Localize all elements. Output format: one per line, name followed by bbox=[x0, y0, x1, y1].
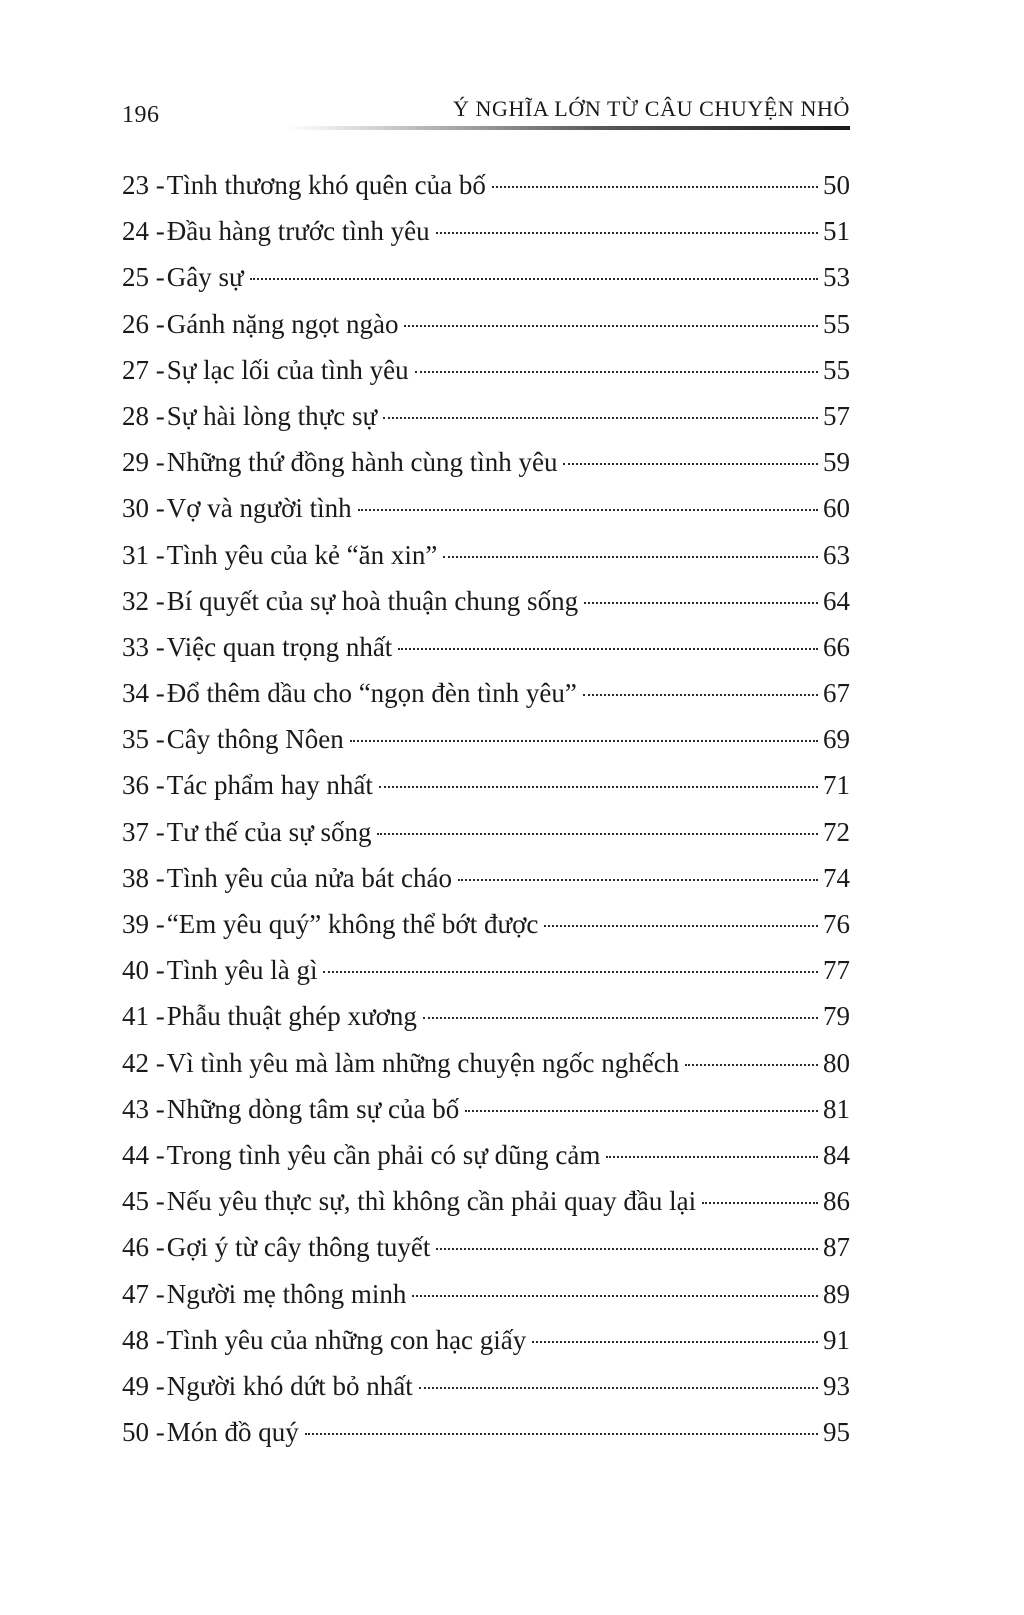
toc-entry-title: Cây thông Nôen bbox=[166, 724, 344, 755]
toc-entry-separator: - bbox=[149, 770, 165, 801]
toc-entry-page: 55 bbox=[823, 308, 850, 339]
toc-entry-title: Tình yêu của kẻ “ăn xin” bbox=[166, 539, 438, 570]
toc-entry-title: Những thứ đồng hành cùng tình yêu bbox=[166, 447, 558, 478]
toc-dot-leader bbox=[492, 186, 818, 188]
toc-entry-separator: - bbox=[149, 216, 165, 247]
toc-entry-page: 64 bbox=[823, 585, 850, 616]
toc-entry bbox=[122, 955, 850, 1001]
toc-entry-page: 86 bbox=[823, 1186, 850, 1217]
book-title: Ý NGHĨA LỚN TỪ CÂU CHUYỆN NHỎ bbox=[452, 96, 850, 121]
toc-entry-number: 27 bbox=[122, 354, 149, 385]
toc-entry-number: 44 bbox=[122, 1139, 149, 1170]
toc-entry-number: 40 bbox=[122, 955, 149, 986]
toc-entry bbox=[122, 447, 850, 493]
toc-entry-separator: - bbox=[149, 1139, 165, 1170]
toc-entry-separator: - bbox=[149, 1324, 165, 1355]
toc-dot-leader bbox=[398, 648, 818, 650]
toc-entry-separator: - bbox=[149, 1232, 165, 1263]
toc-entry bbox=[122, 1325, 850, 1371]
toc-entry-page: 87 bbox=[823, 1232, 850, 1263]
toc-entry-number: 48 bbox=[122, 1324, 149, 1355]
toc-entry-page: 76 bbox=[823, 909, 850, 939]
toc-entry-separator: - bbox=[149, 1001, 165, 1032]
toc-dot-leader bbox=[436, 1248, 818, 1250]
toc-dot-leader bbox=[606, 1156, 818, 1158]
toc-dot-leader bbox=[358, 509, 818, 511]
toc-entry-title: Tình yêu của nửa bát cháo bbox=[166, 862, 453, 893]
toc-entry-page: 69 bbox=[823, 724, 850, 755]
toc-entry bbox=[122, 1232, 850, 1278]
toc-entry-separator: - bbox=[149, 862, 165, 893]
toc-entry-page: 81 bbox=[823, 1093, 850, 1124]
toc-entry-separator: - bbox=[149, 678, 165, 709]
toc-dot-leader bbox=[584, 602, 818, 604]
toc-entry-separator: - bbox=[149, 1278, 165, 1309]
toc-entry-page: 74 bbox=[823, 862, 850, 893]
toc-entry-title: Đổ thêm dầu cho “ngọn đèn tình yêu” bbox=[166, 678, 577, 709]
toc-entry-page: 67 bbox=[823, 678, 850, 709]
toc-entry-page: 50 bbox=[823, 170, 850, 200]
page-header bbox=[122, 96, 850, 136]
toc-dot-leader bbox=[323, 971, 818, 973]
toc-entry-title: Sự hài lòng thực sự bbox=[166, 400, 378, 431]
toc-entry-number: 32 bbox=[122, 585, 149, 616]
toc-entry-title: Bí quyết của sự hoà thuận chung sống bbox=[166, 585, 579, 616]
toc-entry bbox=[122, 170, 850, 216]
toc-dot-leader bbox=[250, 278, 818, 280]
toc-entry-separator: - bbox=[149, 170, 165, 200]
toc-dot-leader bbox=[458, 879, 818, 881]
toc-dot-leader bbox=[350, 740, 818, 742]
toc-entry bbox=[122, 355, 850, 401]
toc-dot-leader bbox=[544, 925, 818, 927]
toc-entry-number: 30 bbox=[122, 493, 149, 524]
toc-entry-title: Trong tình yêu cần phải có sự dũng cảm bbox=[166, 1139, 601, 1170]
toc-dot-leader bbox=[379, 786, 818, 788]
toc-entry bbox=[122, 401, 850, 447]
toc-entry-number: 35 bbox=[122, 724, 149, 755]
toc-entry-number: 45 bbox=[122, 1186, 149, 1217]
toc-entry-page: 51 bbox=[823, 216, 850, 247]
toc-entry-number: 46 bbox=[122, 1232, 149, 1263]
toc-entry-page: 55 bbox=[823, 354, 850, 385]
toc-entry-title: Gợi ý từ cây thông tuyết bbox=[166, 1232, 431, 1263]
toc-entry-title: “Em yêu quý” không thể bớt được bbox=[166, 909, 539, 939]
toc-entry-separator: - bbox=[149, 354, 165, 385]
toc-entry-page: 53 bbox=[823, 262, 850, 293]
toc-entry bbox=[122, 1001, 850, 1047]
toc-entry-number: 25 bbox=[122, 262, 149, 293]
toc-entry bbox=[122, 678, 850, 724]
toc-entry-title: Gây sự bbox=[166, 262, 244, 293]
toc-entry-title: Tình yêu của những con hạc giấy bbox=[166, 1324, 527, 1355]
toc-entry-page: 63 bbox=[823, 539, 850, 570]
toc-dot-leader bbox=[532, 1341, 818, 1343]
toc-entry-separator: - bbox=[149, 262, 165, 293]
toc-entry bbox=[122, 1371, 850, 1417]
toc-entry bbox=[122, 1186, 850, 1232]
toc-entry-number: 34 bbox=[122, 678, 149, 709]
toc-entry-page: 59 bbox=[823, 447, 850, 478]
toc-dot-leader bbox=[383, 417, 818, 419]
toc-entry-page: 77 bbox=[823, 955, 850, 986]
toc-entry-title: Tình yêu là gì bbox=[166, 955, 318, 986]
toc-dot-leader bbox=[415, 371, 818, 373]
toc-entry-number: 31 bbox=[122, 539, 149, 570]
toc-entry-separator: - bbox=[149, 585, 165, 616]
toc-entry-separator: - bbox=[149, 308, 165, 339]
toc-entry bbox=[122, 632, 850, 678]
toc-entry bbox=[122, 1417, 850, 1463]
toc-entry-title: Tư thế của sự sống bbox=[166, 816, 372, 847]
toc-entry-number: 43 bbox=[122, 1093, 149, 1124]
toc-dot-leader bbox=[377, 833, 818, 835]
toc-dot-leader bbox=[436, 232, 818, 234]
toc-entry-page: 95 bbox=[823, 1417, 850, 1448]
toc-entry-number: 50 bbox=[122, 1417, 149, 1448]
toc-entry-title: Phẫu thuật ghép xương bbox=[166, 1001, 417, 1032]
toc-entry bbox=[122, 817, 850, 863]
header-rule bbox=[288, 126, 850, 130]
toc-entry-title: Việc quan trọng nhất bbox=[166, 631, 393, 662]
toc-entry-title: Người khó dứt bỏ nhất bbox=[166, 1370, 413, 1401]
toc-dot-leader bbox=[443, 556, 818, 558]
toc-entry-number: 28 bbox=[122, 400, 149, 431]
toc-entry bbox=[122, 1094, 850, 1140]
toc-entry-separator: - bbox=[149, 447, 165, 478]
toc-entry bbox=[122, 1279, 850, 1325]
toc-dot-leader bbox=[305, 1433, 818, 1435]
toc-entry-separator: - bbox=[149, 631, 165, 662]
toc-entry bbox=[122, 1140, 850, 1186]
toc-entry-title: Tác phẩm hay nhất bbox=[166, 770, 373, 801]
toc-entry-separator: - bbox=[149, 724, 165, 755]
toc-entry bbox=[122, 863, 850, 909]
page-number: 196 bbox=[122, 102, 160, 128]
toc-dot-leader bbox=[465, 1110, 818, 1112]
toc-dot-leader bbox=[419, 1387, 818, 1389]
toc-entry bbox=[122, 540, 850, 586]
toc-entry-page: 84 bbox=[823, 1139, 850, 1170]
toc-entry-title: Vợ và người tình bbox=[166, 493, 352, 524]
toc-entry-separator: - bbox=[149, 955, 165, 986]
toc-entry-number: 33 bbox=[122, 631, 149, 662]
toc-entry-separator: - bbox=[149, 400, 165, 431]
toc-entry-title: Những dòng tâm sự của bố bbox=[166, 1093, 460, 1124]
toc-entry-number: 37 bbox=[122, 816, 149, 847]
toc-entry-title: Người mẹ thông minh bbox=[166, 1278, 407, 1309]
toc-entry-separator: - bbox=[149, 1417, 165, 1448]
toc-entry-separator: - bbox=[149, 493, 165, 524]
toc-entry-title: Sự lạc lối của tình yêu bbox=[166, 354, 409, 385]
toc-entry-number: 47 bbox=[122, 1278, 149, 1309]
toc-entry-number: 39 bbox=[122, 909, 149, 939]
toc-entry-separator: - bbox=[149, 1370, 165, 1401]
toc-entry-number: 36 bbox=[122, 770, 149, 801]
toc-entry bbox=[122, 909, 850, 955]
toc-dot-leader bbox=[685, 1064, 818, 1066]
toc-entry-number: 24 bbox=[122, 216, 149, 247]
toc-entry bbox=[122, 262, 850, 308]
toc-entry-title: Tình thương khó quên của bố bbox=[166, 170, 486, 200]
toc-entry-title: Nếu yêu thực sự, thì không cần phải quay đầu lại bbox=[166, 1186, 697, 1217]
toc-dot-leader bbox=[563, 463, 818, 465]
toc-entry bbox=[122, 493, 850, 539]
toc-entry-number: 41 bbox=[122, 1001, 149, 1032]
toc-entry-page: 60 bbox=[823, 493, 850, 524]
toc-entry-separator: - bbox=[149, 909, 165, 939]
toc-entry-number: 38 bbox=[122, 862, 149, 893]
toc-dot-leader bbox=[702, 1202, 818, 1204]
toc-entry bbox=[122, 770, 850, 816]
toc-entry-number: 42 bbox=[122, 1047, 149, 1078]
toc-dot-leader bbox=[423, 1017, 818, 1019]
toc-dot-leader bbox=[583, 694, 818, 696]
toc-entry-title: Món đồ quý bbox=[166, 1417, 299, 1448]
toc-entry bbox=[122, 309, 850, 355]
toc-entry-page: 71 bbox=[823, 770, 850, 801]
toc-dot-leader bbox=[412, 1295, 818, 1297]
toc-entry-separator: - bbox=[149, 1047, 165, 1078]
toc-entry-separator: - bbox=[149, 539, 165, 570]
toc-entry-page: 91 bbox=[823, 1324, 850, 1355]
toc-entry-page: 79 bbox=[823, 1001, 850, 1032]
toc-entry-title: Đầu hàng trước tình yêu bbox=[166, 216, 430, 247]
toc-entry-page: 93 bbox=[823, 1370, 850, 1401]
table-of-contents bbox=[122, 170, 850, 1463]
toc-entry-page: 57 bbox=[823, 400, 850, 431]
toc-entry-page: 66 bbox=[823, 631, 850, 662]
toc-entry-separator: - bbox=[149, 816, 165, 847]
toc-entry-number: 23 bbox=[122, 170, 149, 200]
toc-entry-number: 26 bbox=[122, 308, 149, 339]
toc-entry bbox=[122, 724, 850, 770]
toc-entry-separator: - bbox=[149, 1186, 165, 1217]
toc-entry-page: 89 bbox=[823, 1278, 850, 1309]
toc-entry bbox=[122, 1048, 850, 1094]
toc-entry-number: 29 bbox=[122, 447, 149, 478]
toc-dot-leader bbox=[404, 325, 818, 327]
toc-entry-title: Gánh nặng ngọt ngào bbox=[166, 308, 399, 339]
toc-entry-page: 72 bbox=[823, 816, 850, 847]
toc-entry-page: 80 bbox=[823, 1047, 850, 1078]
toc-entry bbox=[122, 586, 850, 632]
toc-entry-separator: - bbox=[149, 1093, 165, 1124]
toc-entry-number: 49 bbox=[122, 1370, 149, 1401]
toc-entry-title: Vì tình yêu mà làm những chuyện ngốc nghếch bbox=[166, 1047, 680, 1078]
toc-entry bbox=[122, 216, 850, 262]
